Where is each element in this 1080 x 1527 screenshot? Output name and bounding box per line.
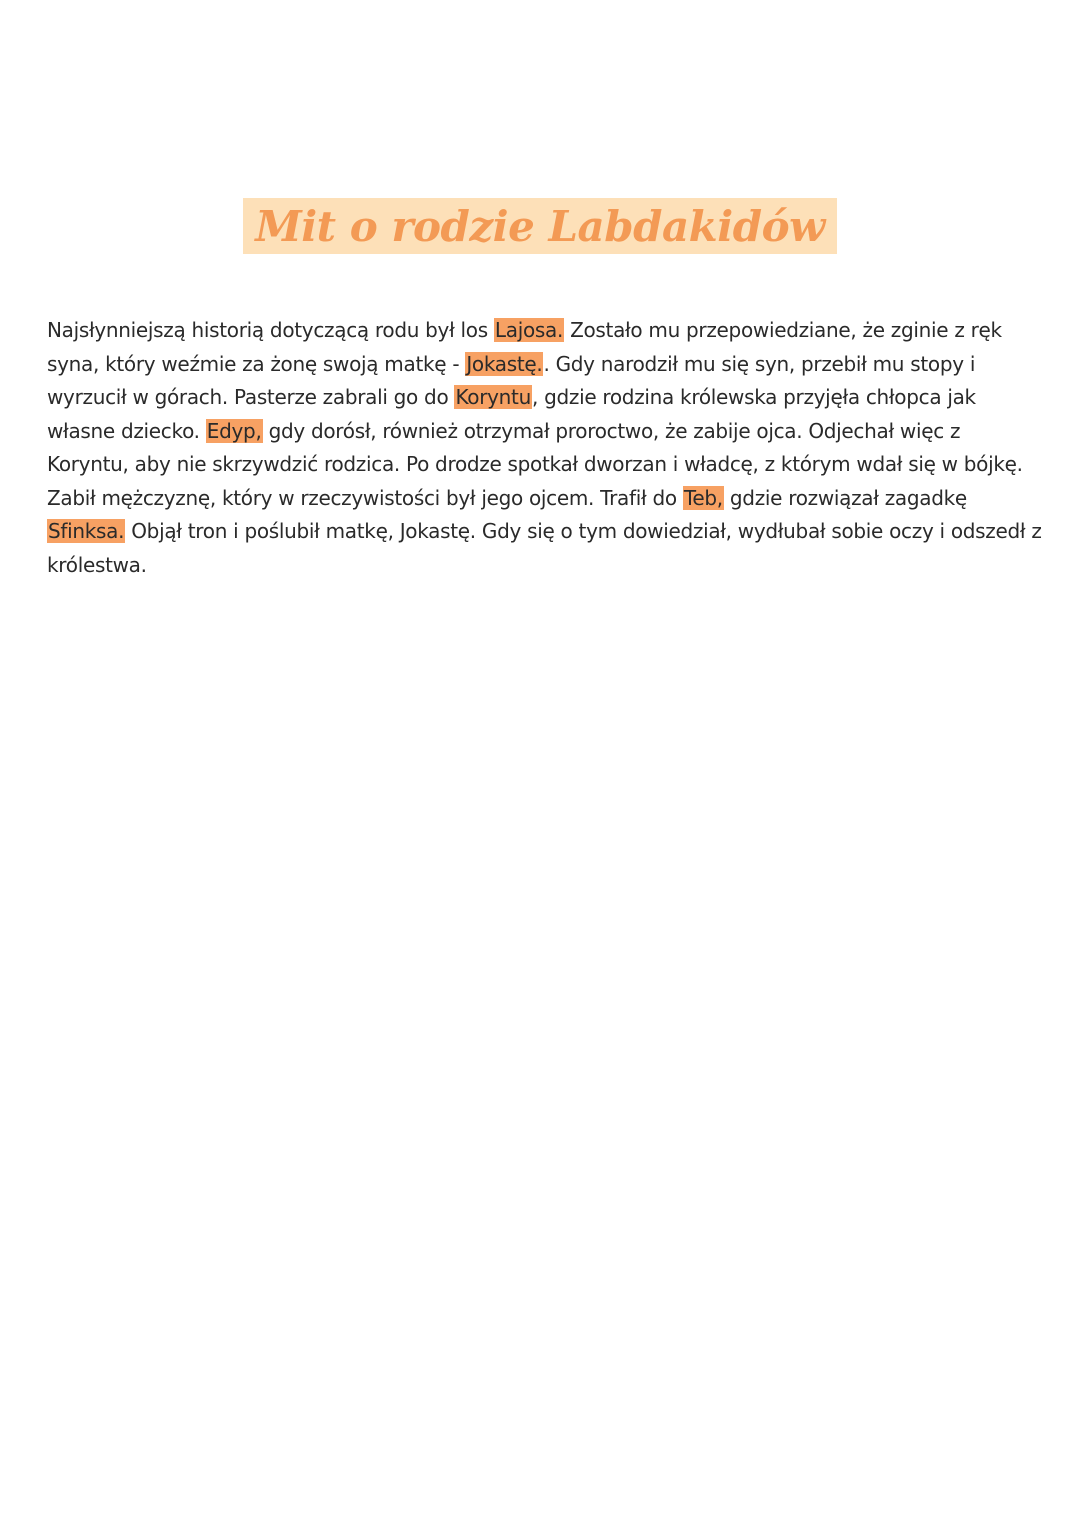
text-run: , gdzie rodzina królewska przyjęła chłopca jak własne dziecko.: [47, 385, 976, 443]
highlighted-name: Edyp,: [206, 418, 262, 443]
text-run: Zostało mu przepowiedziane, że zginie z ręk syna, który weźmie za żonę swoją matkę -: [47, 318, 1002, 376]
text-run: Objął tron i poślubił matkę, Jokastę. Gdy się o tym dowiedział, wydłubał sobie oczy i odszedł z królestwa.: [47, 519, 1042, 577]
body-paragraph: [47, 314, 1047, 582]
highlighted-name: Koryntu: [455, 385, 531, 409]
highlighted-name: Lajosa.: [494, 318, 564, 342]
highlighted-name: Sfinksa.: [48, 519, 125, 543]
highlighted-name: Teb,: [683, 485, 723, 510]
highlighted-name: Jokastę.: [466, 351, 543, 376]
title-container: [0, 198, 1080, 254]
text-run: Najsłynniejszą historią dotyczącą rodu był los: [47, 318, 494, 342]
text-run: gdzie rozwiązał zagadkę: [723, 485, 967, 510]
text-run: gdy dorósł, również otrzymał proroctwo, że zabije ojca. Odjechał więc z Koryntu, aby nie skrzywdzić rodzica. Po drodze spotkał dworzan i władcę, z którym wdał się w bójkę. Zabił mężczyznę, który w rzeczywistości był jego ojcem. Trafił do: [47, 418, 1023, 510]
page-title: Mit o rodzie Labdakidów: [243, 198, 837, 254]
text-run: . Gdy narodził mu się syn, przebił mu stopy i wyrzucił w górach. Pasterze zabrali go do: [47, 351, 976, 409]
